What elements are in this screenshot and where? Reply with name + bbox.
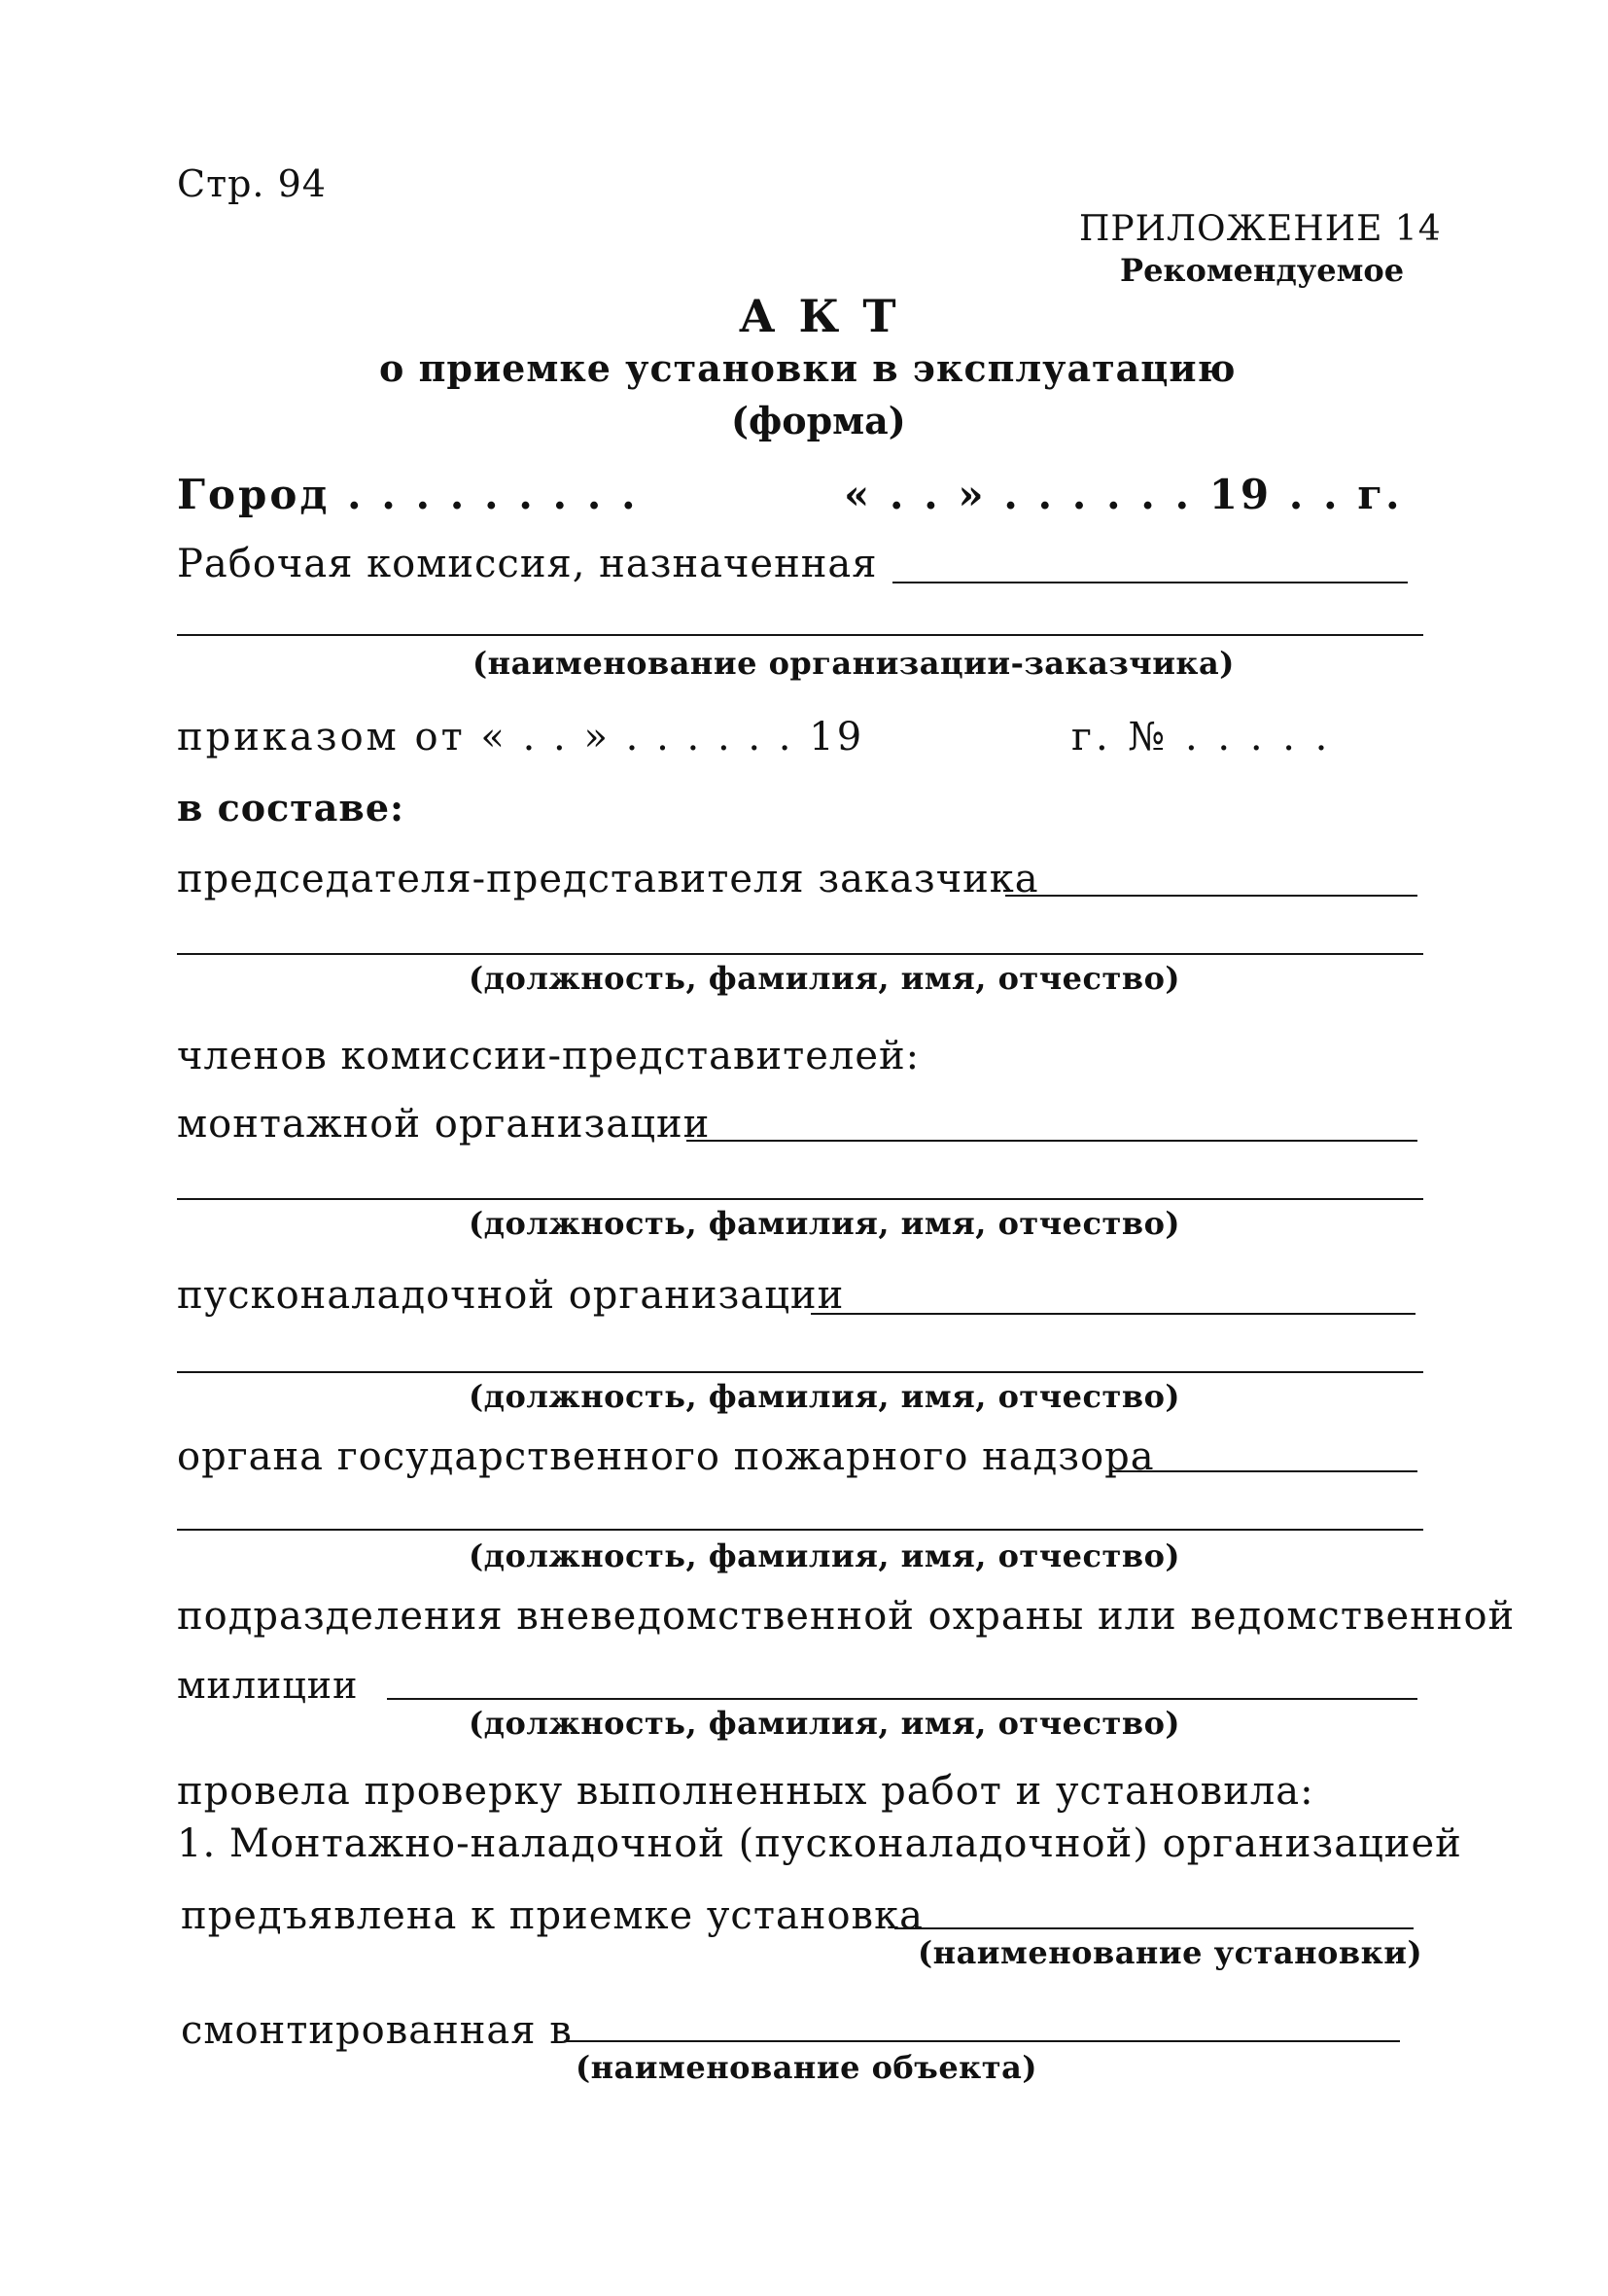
composition-label: в составе: bbox=[177, 786, 405, 830]
object-name-blank bbox=[564, 2040, 1400, 2042]
appendix-label: ПРИЛОЖЕНИЕ 14 bbox=[1079, 209, 1442, 249]
chairman-blank bbox=[1005, 895, 1417, 897]
commission-appointed-blank bbox=[892, 582, 1408, 583]
findings-intro: провела проверку выполненных работ и установила: bbox=[177, 1769, 1314, 1814]
installation-caption: (наименование установки) bbox=[918, 1934, 1423, 1971]
security-label-line2: милиции bbox=[177, 1664, 359, 1707]
item1-line1: 1. Монтажно-наладочной (пусконаладочной) организацией bbox=[177, 1821, 1462, 1866]
page-number: Стр. 94 bbox=[177, 162, 327, 205]
date-field: « . . » . . . . . . 19 . . г. bbox=[844, 471, 1403, 518]
mounted-in-label: смонтированная в bbox=[181, 2008, 573, 2053]
fire-supervision-label: органа государственного пожарного надзора bbox=[177, 1434, 1155, 1479]
members-header: членов комиссии-представителей: bbox=[177, 1034, 921, 1078]
fire-supervision-caption: (должность, фамилия, имя, отчество) bbox=[469, 1537, 1181, 1574]
installation-org-person-blank bbox=[177, 1198, 1423, 1200]
chairman-caption: (должность, фамилия, имя, отчество) bbox=[469, 960, 1181, 997]
form-label: (форма) bbox=[731, 399, 906, 442]
fire-supervision-blank bbox=[1112, 1470, 1417, 1472]
customer-org-blank bbox=[177, 634, 1423, 636]
installation-org-label: монтажной организации bbox=[177, 1102, 711, 1147]
security-label-line1: подразделения вневедомственной охраны или ведомственной bbox=[177, 1594, 1516, 1639]
act-title: А К Т bbox=[739, 290, 900, 342]
act-subtitle: о приемке установки в эксплуатацию bbox=[379, 346, 1237, 390]
city-field: Город . . . . . . . . . bbox=[177, 471, 639, 518]
order-label: приказом от « . . » . . . . . . 19 bbox=[177, 715, 865, 759]
chairman-person-blank bbox=[177, 953, 1423, 955]
commission-appointed-label: Рабочая комиссия, назначенная bbox=[177, 542, 878, 586]
installation-name-blank bbox=[894, 1927, 1414, 1929]
installation-org-blank bbox=[686, 1140, 1417, 1142]
item1-line2: предъявлена к приемке установка bbox=[181, 1893, 924, 1938]
commissioning-org-person-blank bbox=[177, 1371, 1423, 1373]
chairman-label: председателя-представителя заказчика bbox=[177, 857, 1039, 901]
security-blank bbox=[387, 1698, 1417, 1700]
customer-org-caption: (наименование организации-заказчика) bbox=[472, 645, 1235, 682]
commissioning-org-caption: (должность, фамилия, имя, отчество) bbox=[469, 1378, 1181, 1415]
commissioning-org-label: пусконаладочной организации bbox=[177, 1273, 845, 1318]
fire-supervision-person-blank bbox=[177, 1529, 1423, 1531]
order-number: г. № . . . . . bbox=[1071, 715, 1332, 759]
recommendation-label: Рекомендуемое bbox=[1120, 252, 1405, 289]
installation-org-caption: (должность, фамилия, имя, отчество) bbox=[469, 1205, 1181, 1242]
commissioning-org-blank bbox=[811, 1313, 1416, 1315]
security-caption: (должность, фамилия, имя, отчество) bbox=[469, 1705, 1181, 1742]
object-caption: (наименование объекта) bbox=[576, 2049, 1037, 2086]
